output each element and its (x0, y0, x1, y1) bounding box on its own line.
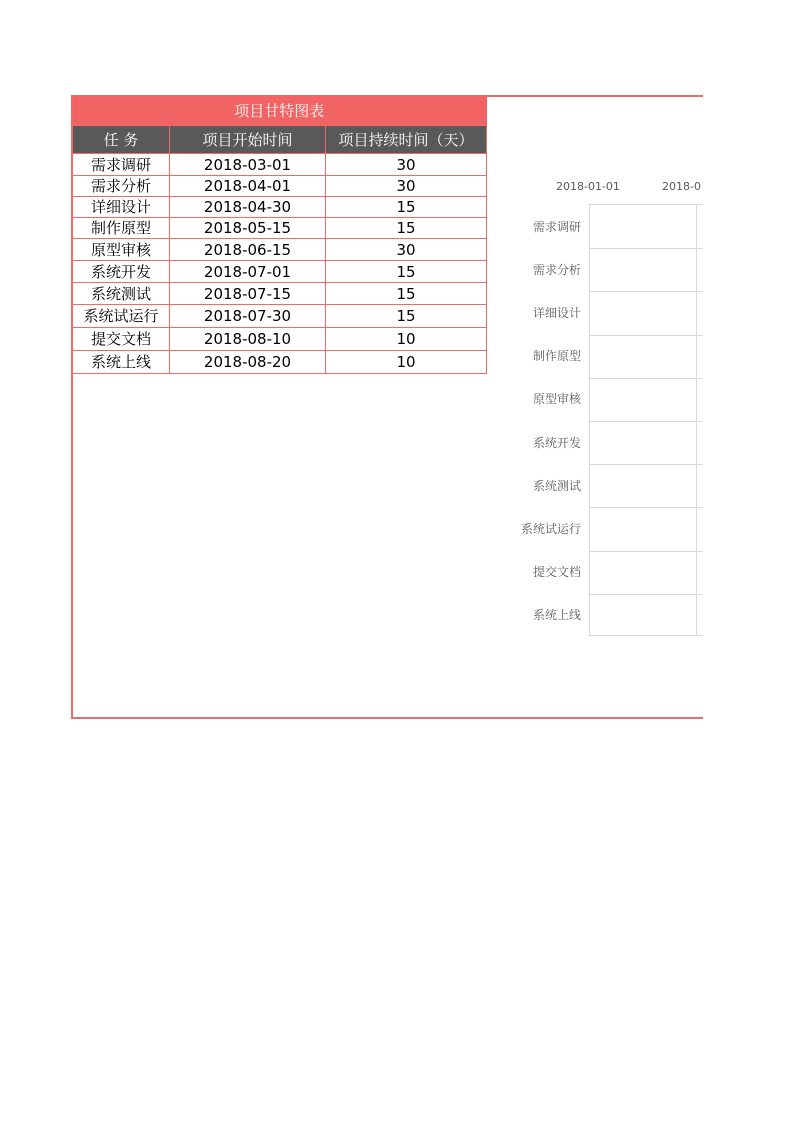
horizontal-gridline (590, 594, 703, 595)
category-label: 提交文档 (532, 565, 581, 580)
horizontal-gridline (590, 291, 703, 292)
table-title-row (73, 96, 487, 126)
cell-task: 需求调研 (73, 154, 170, 176)
cell-duration: 15 (326, 305, 487, 328)
cell-task: 系统试运行 (73, 305, 170, 328)
table-row (73, 218, 487, 239)
category-label: 系统上线 (532, 608, 581, 623)
cell-duration: 30 (326, 239, 487, 261)
cell-start: 2018-07-30 (170, 305, 326, 328)
horizontal-gridline (590, 421, 703, 422)
cell-task: 制作原型 (73, 218, 170, 239)
cell-start: 2018-04-01 (170, 176, 326, 197)
horizontal-gridline (590, 248, 703, 249)
cell-task: 原型审核 (73, 239, 170, 261)
table-row (73, 351, 487, 374)
horizontal-gridline (590, 507, 703, 508)
category-label: 需求分析 (532, 262, 581, 277)
cell-duration: 10 (326, 351, 487, 374)
table-row (73, 261, 487, 283)
cell-start: 2018-08-20 (170, 351, 326, 374)
cell-start: 2018-05-15 (170, 218, 326, 239)
table-header-row (73, 126, 487, 154)
cell-task: 详细设计 (73, 197, 170, 218)
category-label: 系统试运行 (520, 522, 581, 536)
cell-duration: 15 (326, 197, 487, 218)
cell-start: 2018-07-15 (170, 283, 326, 305)
table-row (73, 328, 487, 351)
table-row (73, 197, 487, 218)
table-row (73, 154, 487, 176)
table-row (73, 305, 487, 328)
cell-start: 2018-04-30 (170, 197, 326, 218)
table-row (73, 176, 487, 197)
cell-task: 系统开发 (73, 261, 170, 283)
cell-task: 提交文档 (73, 328, 170, 351)
header-duration: 项目持续时间（天） (326, 126, 487, 154)
vertical-gridline (696, 205, 697, 635)
category-label: 制作原型 (532, 349, 581, 364)
gantt-data-table (72, 96, 487, 374)
header-start: 项目开始时间 (170, 126, 326, 154)
horizontal-gridline (590, 378, 703, 379)
category-label: 系统开发 (532, 435, 581, 450)
cell-duration: 15 (326, 218, 487, 239)
table-row (73, 239, 487, 261)
category-label: 原型审核 (532, 392, 581, 407)
category-label: 需求调研 (532, 219, 581, 234)
cell-start: 2018-07-01 (170, 261, 326, 283)
table-row (73, 283, 487, 305)
x-tick-label: 2018-01-01 (556, 180, 620, 193)
category-label: 详细设计 (532, 306, 581, 320)
cell-task: 需求分析 (73, 176, 170, 197)
cell-start: 2018-03-01 (170, 154, 326, 176)
horizontal-gridline (590, 464, 703, 465)
gantt-plot-area (589, 204, 703, 636)
x-tick-label: 2018-0 (662, 180, 701, 193)
horizontal-gridline (590, 335, 703, 336)
cell-duration: 15 (326, 261, 487, 283)
cell-task: 系统上线 (73, 351, 170, 374)
cell-duration: 10 (326, 328, 487, 351)
table-title: 项目甘特图表 (73, 96, 487, 126)
cell-duration: 30 (326, 154, 487, 176)
cell-task: 系统测试 (73, 283, 170, 305)
horizontal-gridline (590, 551, 703, 552)
category-label: 系统测试 (532, 478, 581, 493)
header-task: 任 务 (73, 126, 170, 154)
cell-duration: 15 (326, 283, 487, 305)
cell-start: 2018-06-15 (170, 239, 326, 261)
cell-start: 2018-08-10 (170, 328, 326, 351)
cell-duration: 30 (326, 176, 487, 197)
